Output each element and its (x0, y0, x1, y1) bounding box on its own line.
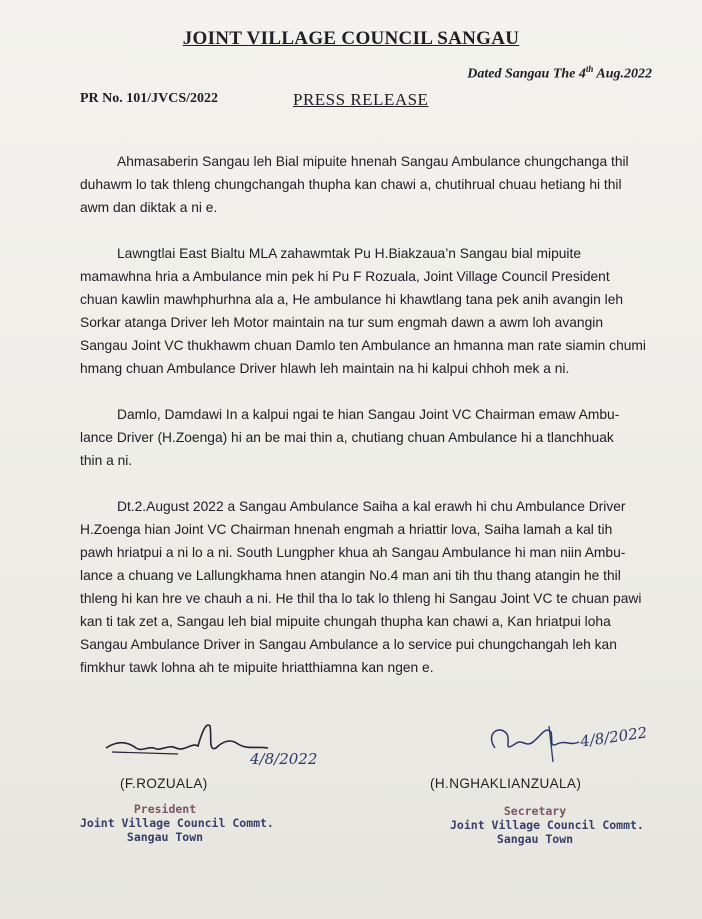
dated-prefix: Dated Sangau The 4 (467, 66, 586, 82)
text-line: Dt.2.August 2022 a Sangau Ambulance Saiha a kal erawh hi chu Ambulance Driver (117, 499, 626, 514)
text-line: Ahmasaberin Sangau leh Bial mipuite hnenah Sangau Ambulance chungchanga thil (117, 154, 629, 169)
text-line: mamawhna hria a Ambulance min pek hi Pu F Rozuala, Joint Village Council President (80, 269, 610, 284)
secretary-handwritten-date: 4/8/2022 (579, 723, 649, 751)
text-line: awm dan diktak a ni e. (80, 200, 218, 215)
stamp-org: Joint Village Council Commt. (450, 818, 644, 832)
president-handwritten-date: 4/8/2022 (250, 750, 318, 768)
secretary-stamp (450, 804, 644, 846)
stamp-role: President (133, 802, 197, 816)
president-signature-mark (98, 712, 273, 772)
paragraph-1 (80, 150, 670, 219)
stamp-org: Joint Village Council Commt. (80, 816, 274, 830)
text-line: Lawngtlai East Bialtu MLA zahawmtak Pu H.Biakzaua’n Sangau bial mipuite (117, 246, 581, 261)
paragraph-4 (80, 495, 670, 679)
paragraph-3 (80, 403, 670, 472)
text-line: H.Zoenga hian Joint VC Chairman hnenah engmah a hriattir lova, Saiha lamah a kal tih (80, 522, 613, 537)
secretary-signature-mark (475, 718, 595, 768)
text-line: thleng hi kan hre ve chauh a ni. He thil tha lo tak lo thleng hi Sangau Joint VC te chuan pawi (80, 591, 642, 606)
dated-line (467, 64, 652, 83)
text-line: Sorkar atanga Driver leh Motor maintain na tur sum engmah dawn a awm loh avangin (80, 315, 604, 330)
text-line: pawh hriatpui a ni lo a ni. South Lungpher khua ah Sangau Ambulance hi man niin Ambu- (80, 545, 626, 560)
secretary-name: (H.NGHAKLIANZUALA) (430, 776, 582, 791)
dated-suffix: Aug.2022 (593, 66, 652, 82)
text-line: hmang chuan Ambulance Driver hlawh leh maintain na hi kalpui chhoh mek a ni. (80, 361, 570, 376)
dated-sup: th (585, 64, 594, 74)
stamp-role: Secretary (503, 804, 567, 818)
president-name: (F.ROZUALA) (120, 776, 208, 791)
stamp-place: Sangau Town (496, 832, 574, 846)
text-line: chuan kawlin mawhphurhna ala a, He ambulance hi khawtlang tana pek anih avangin leh (80, 292, 624, 307)
president-stamp (80, 802, 274, 844)
paragraph-2 (80, 242, 670, 380)
council-title: JOINT VILLAGE COUNCIL SANGAU (182, 28, 520, 49)
text-line: Sangau Ambulance Driver in Sangau Ambulance a lo service pui chungchangah leh kan (80, 637, 617, 652)
text-line: lance Driver (H.Zoenga) hi an be mai thin a, chutiang chuan Ambulance hi a tlanchhuak (80, 430, 614, 445)
pr-number: PR No. 101/JVCS/2022 (80, 91, 219, 106)
text-line: fimkhur tawk lohna ah te mipuite hriatthiamna kan ngen e. (80, 660, 434, 675)
text-line: Damlo, Damdawi In a kalpui ngai te hian Sangau Joint VC Chairman emaw Ambu- (117, 407, 620, 422)
body-text (80, 150, 670, 702)
text-line: thin a ni. (80, 453, 133, 468)
text-line: kan ti tak zet a, Sangau leh bial mipuite chungah thupha kan chawi a, Kan hriatpui loha (80, 614, 611, 629)
text-line: lance a chuang ve Lallungkhama hnen atangin No.4 man ani tih thu thang atangin he thil (80, 568, 621, 583)
text-line: duhawm lo tak thleng chungchangah thupha kan chawi a, chutihrual chuau hetiang hi thil (80, 177, 622, 192)
text-line: Sangau Joint VC thukhawm chuan Damlo ten Ambulance an hmanna man rate siamin chumi (80, 338, 646, 353)
press-release-heading: PRESS RELEASE (293, 90, 429, 109)
stamp-place: Sangau Town (126, 830, 204, 844)
